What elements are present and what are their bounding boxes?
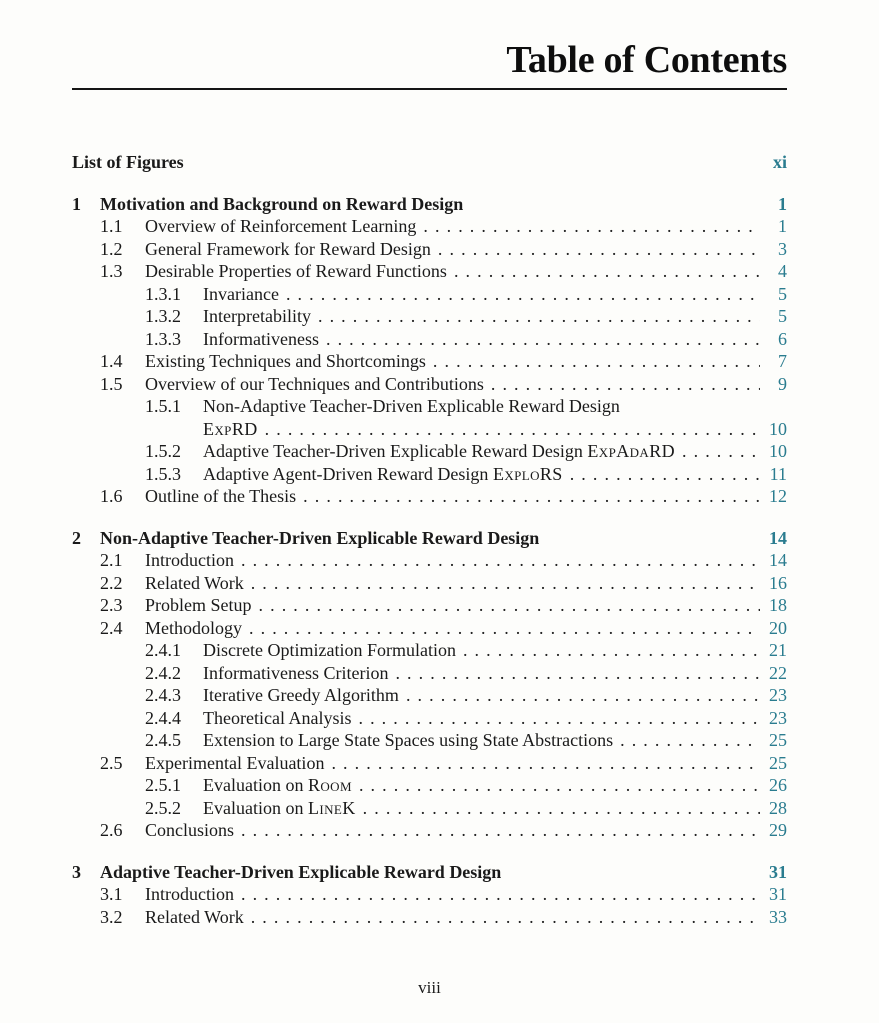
page-link[interactable]: 1 — [778, 193, 787, 214]
entry-title: Theoretical Analysis — [203, 707, 352, 728]
page-link[interactable]: 28 — [769, 797, 787, 818]
entry-title: Existing Techniques and Shortcomings — [145, 351, 426, 371]
toc-entry-2.6 — [72, 819, 787, 842]
toc-entry-2.5.1 — [72, 774, 787, 797]
smallcaps-term: ExploRS — [492, 463, 563, 484]
page-link[interactable]: 21 — [769, 640, 787, 660]
page-link[interactable]: 31 — [769, 861, 787, 882]
entry-title: Evaluation on LineK — [203, 797, 356, 818]
entry-title: Evaluation on Room — [203, 775, 352, 795]
entry-number: 1.4 — [100, 351, 123, 371]
chapter-block-1 — [72, 193, 787, 508]
dot-leader — [426, 350, 760, 373]
page-link[interactable]: 12 — [769, 486, 787, 506]
page-link[interactable]: 7 — [778, 351, 787, 371]
entry-title: Motivation and Background on Reward Design — [100, 193, 464, 214]
toc-entry-3.1 — [72, 883, 787, 906]
dot-leader — [242, 617, 760, 640]
toc-entry-3.2 — [72, 906, 787, 929]
dot-leader — [252, 594, 761, 617]
entry-number: 2.6 — [100, 820, 123, 840]
entry-number: 2 — [72, 527, 81, 548]
dot-leader — [484, 373, 760, 396]
toc-entry-1.3.1 — [72, 283, 787, 306]
entry-number: 1 — [72, 193, 81, 214]
entry-number: 3.2 — [100, 906, 123, 927]
toc-entry-1.5.2 — [72, 440, 787, 463]
entry-number: 2.5 — [100, 752, 123, 773]
toc-entry-1.3.3 — [72, 328, 787, 351]
entry-number: 2.5.2 — [145, 797, 181, 818]
title-rule — [72, 88, 787, 90]
entry-number: 1.3.3 — [145, 328, 181, 349]
page-link[interactable]: 4 — [778, 261, 787, 281]
chapter-block-3 — [72, 861, 787, 929]
entry-title: General Framework for Reward Design — [145, 238, 431, 259]
entry-title: Non-Adaptive Teacher-Driven Explicable Reward Design — [100, 527, 540, 548]
dot-leader — [675, 440, 760, 463]
entry-number: 2.4.5 — [145, 730, 181, 750]
toc-entry-2.4.4 — [72, 707, 787, 730]
dot-leader — [319, 328, 760, 351]
dot-leader — [388, 662, 760, 685]
toc-entry-1.2 — [72, 238, 787, 261]
page-link[interactable]: 1 — [778, 216, 787, 236]
entry-title: List of Figures — [72, 152, 184, 172]
page-link[interactable]: 14 — [769, 550, 787, 570]
dot-leader — [258, 418, 760, 441]
entry-title: Interpretability — [203, 306, 311, 326]
toc-entry-2.3 — [72, 594, 787, 617]
page-link[interactable]: 18 — [769, 595, 787, 615]
dot-leader — [431, 238, 760, 261]
page-link[interactable]: 33 — [769, 906, 787, 927]
entry-title: Discrete Optimization Formulation — [203, 640, 456, 660]
toc-front-entry-0 — [72, 151, 787, 174]
page-link[interactable]: 5 — [778, 283, 787, 304]
toc-entry-1.6 — [72, 485, 787, 508]
dot-leader — [324, 752, 760, 775]
toc-entry-2.4.1 — [72, 639, 787, 662]
page-link[interactable]: 10 — [769, 441, 787, 461]
entry-number: 2.2 — [100, 572, 123, 593]
entry-number: 1.5.3 — [145, 463, 181, 484]
smallcaps-term: ExpRD — [203, 418, 258, 439]
dot-leader — [613, 729, 760, 752]
entry-number: 2.4.1 — [145, 640, 181, 660]
page-link[interactable]: 6 — [778, 328, 787, 349]
entry-title: Problem Setup — [145, 595, 252, 615]
entry-title: Introduction — [145, 884, 234, 904]
smallcaps-term: LineK — [307, 797, 356, 818]
page-link[interactable]: 9 — [778, 373, 787, 394]
page-link[interactable]: 23 — [769, 707, 787, 728]
entry-number: 1.3.2 — [145, 306, 181, 326]
dot-leader — [279, 283, 760, 306]
entry-title: Invariance — [203, 283, 279, 304]
dot-leader — [296, 485, 760, 508]
entry-title: Adaptive Teacher-Driven Explicable Reward Design — [100, 861, 502, 882]
entry-number: 1.3.1 — [145, 283, 181, 304]
page-link[interactable]: 31 — [769, 884, 787, 904]
entry-number: 1.5.2 — [145, 441, 181, 461]
toc-body — [72, 151, 787, 928]
toc-entry-2.1 — [72, 549, 787, 572]
toc-chapter-1 — [72, 193, 787, 216]
page-link[interactable]: 22 — [769, 662, 787, 683]
entry-number: 1.6 — [100, 486, 123, 506]
entry-title: Non-Adaptive Teacher-Driven Explicable Reward Design — [203, 396, 620, 416]
page-link[interactable]: 14 — [769, 527, 787, 548]
page-link[interactable]: 29 — [769, 820, 787, 840]
dot-leader — [563, 463, 760, 486]
entry-title: Adaptive Agent-Driven Reward Design ExploRS — [203, 463, 563, 484]
entry-title: Experimental Evaluation — [145, 752, 325, 773]
entry-number: 2.4.2 — [145, 662, 181, 683]
toc-entry-1.3 — [72, 260, 787, 283]
page-link[interactable]: 20 — [769, 617, 787, 638]
entry-title: Conclusions — [145, 820, 235, 840]
entry-number: 3.1 — [100, 884, 123, 904]
entry-number: 2.3 — [100, 595, 123, 615]
entry-title: Iterative Greedy Algorithm — [203, 685, 399, 705]
page-link[interactable]: 5 — [778, 306, 787, 326]
toc-entry-1.4 — [72, 350, 787, 373]
dot-leader — [399, 684, 760, 707]
entry-title: Adaptive Teacher-Driven Explicable Reward Design ExpAdaRD — [203, 441, 675, 461]
toc-entry-2.4.2 — [72, 662, 787, 685]
entry-title: Informativeness Criterion — [203, 662, 389, 683]
toc-entry-1.5.1-cont — [72, 418, 787, 441]
entry-title: Methodology — [145, 617, 242, 638]
dot-leader — [352, 774, 760, 797]
dot-leader — [234, 549, 760, 572]
page-link[interactable]: 16 — [769, 572, 787, 593]
dot-leader — [447, 260, 760, 283]
toc-entry-1.5.1 — [72, 395, 787, 418]
toc-entry-2.4 — [72, 617, 787, 640]
toc-chapter-3 — [72, 861, 787, 884]
page-title: Table of Contents — [506, 39, 787, 81]
entry-title: Extension to Large State Spaces using State Abstractions — [203, 730, 614, 750]
entry-number: 1.5.1 — [145, 396, 181, 416]
entry-number: 2.1 — [100, 550, 123, 570]
entry-number: 3 — [72, 861, 81, 882]
entry-title: Outline of the Thesis — [145, 486, 297, 506]
entry-number: 1.1 — [100, 216, 123, 236]
smallcaps-term: ExpAdaRD — [587, 441, 675, 461]
page-link[interactable]: 26 — [769, 775, 787, 795]
page-link[interactable]: 23 — [769, 685, 787, 705]
toc-entry-2.4.3 — [72, 684, 787, 707]
entry-number: 2.4.3 — [145, 685, 181, 705]
toc-entry-2.5.2 — [72, 797, 787, 820]
page-link[interactable]: xi — [772, 152, 787, 172]
entry-title: Desirable Properties of Reward Functions — [145, 261, 447, 281]
entry-title: Introduction — [145, 550, 234, 570]
dot-leader — [244, 906, 760, 929]
toc-entry-1.3.2 — [72, 305, 787, 328]
entry-title — [203, 418, 258, 441]
page-link[interactable]: 11 — [769, 463, 787, 484]
entry-number: 2.4 — [100, 617, 123, 638]
entry-number: 2.4.4 — [145, 707, 181, 728]
toc-entry-2.5 — [72, 752, 787, 775]
entry-title: Related Work — [145, 572, 244, 593]
page-link[interactable]: 25 — [769, 752, 787, 773]
entry-number: 1.5 — [100, 373, 123, 394]
dot-leader — [456, 639, 760, 662]
dot-leader — [244, 572, 760, 595]
entry-title: Overview of Reinforcement Learning — [145, 216, 417, 236]
smallcaps-term: Room — [307, 775, 352, 795]
entry-title: Overview of our Techniques and Contributions — [145, 373, 484, 394]
footer-page-number: viii — [418, 978, 441, 997]
toc-entry-1.5 — [72, 373, 787, 396]
toc-chapter-2 — [72, 527, 787, 550]
entry-title: Related Work — [145, 906, 244, 927]
page-link[interactable]: 10 — [769, 418, 787, 439]
entry-number: 2.5.1 — [145, 775, 181, 795]
dot-leader — [356, 797, 760, 820]
toc-entry-2.2 — [72, 572, 787, 595]
entry-title: Informativeness — [203, 328, 319, 349]
entry-number: 1.2 — [100, 238, 123, 259]
dot-leader — [311, 305, 760, 328]
page-link[interactable]: 25 — [769, 730, 787, 750]
chapter-block-2 — [72, 527, 787, 842]
toc-entry-2.4.5 — [72, 729, 787, 752]
toc-entry-1.5.3 — [72, 463, 787, 486]
dot-leader — [351, 707, 760, 730]
dot-leader — [234, 819, 760, 842]
entry-number: 1.3 — [100, 261, 123, 281]
toc-entry-1.1 — [72, 215, 787, 238]
dot-leader — [234, 883, 760, 906]
dot-leader — [416, 215, 760, 238]
page-link[interactable]: 3 — [778, 238, 787, 259]
